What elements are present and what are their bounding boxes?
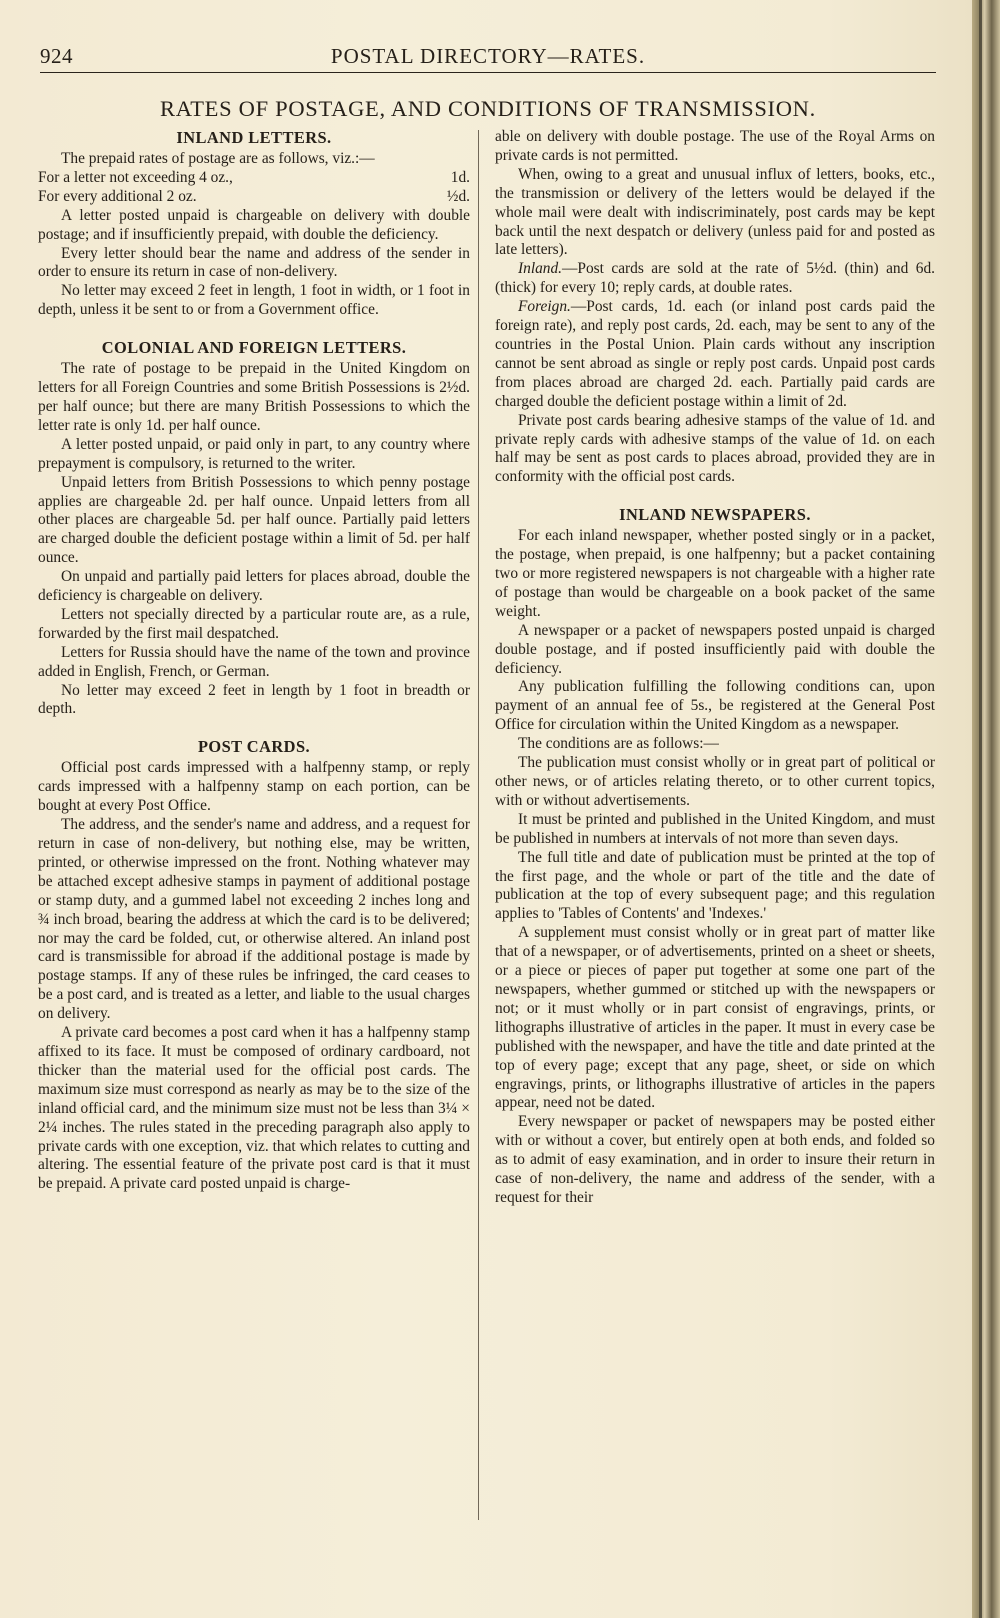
inland-letters-intro: The prepaid rates of postage are as follows, viz.:— [61,150,375,167]
inland-letters-paragraph: A letter posted unpaid is chargeable on delivery with double postage; and if insufficiently prepaid, with double the deficiency. [38,206,470,243]
inland-post-cards-paragraph [495,260,935,298]
foreign-label: Foreign. [518,298,571,316]
colonial-foreign-paragraph: Unpaid letters from British Possessions to which penny postage applies are chargeable 2d. per half ounce. Unpaid letters from all other places are chargeable 5d. per half ounce. Partially paid letters are charged double the deficient postage within a limit of 5d. per half ounce. [38,473,470,567]
right-column [495,128,935,1208]
newspaper-paragraph: Every newspaper or packet of newspapers may be posted either with or without a cover, but entirely open at both ends, and folded so as to admit of easy examination, and in order to insure their return in case of non-delivery, the name and address of the sender, with a request for their [495,1113,935,1206]
column-divider [478,130,479,1520]
newspaper-paragraph: The full title and date of publication must be printed at the top of the first page, and the whole or part of the title and the date of publication at the top of every subsequent page; and this regulation applies to 'Tables of Contents' and 'Indexes.' [495,848,935,923]
newspaper-paragraph: Any publication fulfilling the following conditions can, upon payment of an annual fee of 5s., be registered at the General Post Office for circulation within the United Kingdom as a newspaper. [495,678,935,734]
inland-text: —Post cards are sold at the rate of 5½d. (thin) and 6d. (thick) for every 10; reply cards, at double rates. [495,260,935,297]
rate-line-4oz [38,169,470,188]
colonial-foreign-paragraph: Letters for Russia should have the name of the town and province added in English, French, or German. [38,643,470,680]
colonial-foreign-heading: COLONIAL AND FOREIGN LETTERS. [101,338,407,358]
newspaper-paragraph: For each inland newspaper, whether posted singly or in a packet, the postage, when prepaid, is one halfpenny; but a packet containing two or more registered newspapers is not chargeable with a higher rate of postage than would be chargeable on a book packet of the same weight. [495,527,935,620]
newspaper-paragraph: The conditions are as follows:— [518,735,719,753]
colonial-foreign-paragraph: On unpaid and partially paid letters for places abroad, double the deficiency is chargeable on delivery. [38,568,470,605]
inland-label: Inland. [518,260,563,278]
post-cards-heading: POST CARDS. [197,737,311,757]
page-header [40,42,936,73]
inland-letters-heading: INLAND LETTERS. [176,128,332,147]
inland-letters-paragraph: No letter may exceed 2 feet in length, 1 foot in width, or 1 foot in depth, unless it be sent to or from a Government office. [38,282,470,319]
rate-line-additional [38,188,470,207]
running-head: POSTAL DIRECTORY—RATES. [330,44,646,68]
rate-additional-label: For every additional 2 oz. [38,187,197,205]
private-post-cards-paragraph: Private post cards bearing adhesive stamps of the value of 1d. and private reply cards with adhesive stamps of the value of 1d. on each half may be sent as post cards to places abroad, provided they are in conformity with the official post cards. [495,411,935,486]
newspaper-paragraph: The publication must consist wholly or in great part of political or other news, or of articles relating thereto, or to other current topics, with or without advertisements. [495,754,935,809]
book-spine-edge [972,0,1000,1618]
inland-letters-paragraph: Every letter should bear the name and address of the sender in order to ensure its return in case of non-delivery. [38,244,470,281]
post-cards-paragraph: The address, and the sender's name and address, and a request for return in case of non-delivery, but nothing else, may be written, printed, or otherwise impressed on the front. Nothing whatever may be attached except adhesive stamps in payment of additional postage or stamp duty, and a gummed label not exceeding 2 inches long and ¾ inch broad, bearing the address at which the card is to be delivered; nor may the card be folded, cut, or otherwise altered. An inland post card is transmissible for abroad if the additional postage is made by postage stamps. If any of these rules be infringed, the card ceases to be a post card, and is treated as a letter, and liable to the usual charges on delivery. [38,816,470,1023]
post-cards-paragraph: A private card becomes a post card when it has a halfpenny stamp affixed to its face. It must be composed of ordinary cardboard, not thicker than the material used for the official post cards. The maximum size must correspond as nearly as may be to the size of the inland official card, and the minimum size must not be less than 3¼ × 2¼ inches. The rules stated in the preceding paragraph also apply to private cards with one exception, viz. that which relates to cutting and altering. The essential feature of the private post card is that it must be prepaid. A private card posted unpaid is charge- [38,1024,470,1193]
binding-shadow-line [979,0,982,1618]
colonial-foreign-paragraph: A letter posted unpaid, or paid only in part, to any country where prepayment is compulsory, is returned to the writer. [38,435,470,472]
post-cards-continuation-paragraph: When, owing to a great and unusual influx of letters, books, etc., the transmission or delivery of the letters would be delayed if the whole mail were dealt with indiscriminately, post cards may be kept back until the next despatch or delivery (unless paid for and posted as late letters). [495,165,935,259]
newspaper-paragraph: It must be printed and published in the United Kingdom, and must be published in numbers at intervals of not more than seven days. [495,810,935,847]
rate-4oz-label: For a letter not exceeding 4 oz., [38,168,233,186]
colonial-foreign-paragraph: Letters not specially directed by a particular route are, as a rule, forwarded by the first mail despatched. [38,605,470,642]
colonial-foreign-paragraph: The rate of postage to be prepaid in the United Kingdom on letters for all Foreign Countries and some British Possessions is 2½d. per half ounce; but there are many British Possessions to which the letter rate is only 1d. per half ounce. [38,360,470,434]
left-column [38,128,470,1194]
newspaper-paragraph: A supplement must consist wholly or in great part of matter like that of a newspaper, or of advertisements, printed on a sheet or sheets, or a piece or pieces of paper put together at some one part of the newspapers, whether gummed or stitched up with the newspapers or not; or it must wholly or in part consist of engravings, prints, or lithographs illustrative of articles in the paper. It must in every case be published with the newspaper, and have the title and date printed at the top of every page; except that any page, sheet, or side on which engravings, prints, or lithographs illustrative of articles in the papers appear, need not be dated. [495,924,935,1112]
page-title: RATES OF POSTAGE, AND CONDITIONS OF TRANSMISSION. [160,96,816,121]
foreign-text: —Post cards, 1d. each (or inland post cards paid the foreign rate), and reply post cards, 2d. each, may be sent to any of the countries in the Postal Union. Plain cards without any inscription cannot be sent abroad as single or reply post cards. Unpaid post cards from places abroad are charged 2d. each. Partially paid cards are charged double the deficient postage within a limit of 2d. [495,298,935,410]
page-number: 924 [40,44,73,68]
newspaper-paragraph: A newspaper or a packet of newspapers posted unpaid is charged double postage, and if posted insufficiently paid with double the deficiency. [495,621,935,677]
post-cards-continuation: able on delivery with double postage. The use of the Royal Arms on private cards is not permitted. [495,128,935,164]
rate-4oz-value: 1d. [450,168,470,186]
post-cards-paragraph: Official post cards impressed with a halfpenny stamp, or reply cards impressed with a halfpenny stamp on each portion, can be bought at every Post Office. [38,759,470,815]
rate-additional-value: ½d. [446,187,470,205]
inland-newspapers-heading: INLAND NEWSPAPERS. [619,505,811,525]
foreign-post-cards-paragraph [495,298,935,411]
colonial-foreign-paragraph: No letter may exceed 2 feet in length by 1 foot in breadth or depth. [38,681,470,718]
